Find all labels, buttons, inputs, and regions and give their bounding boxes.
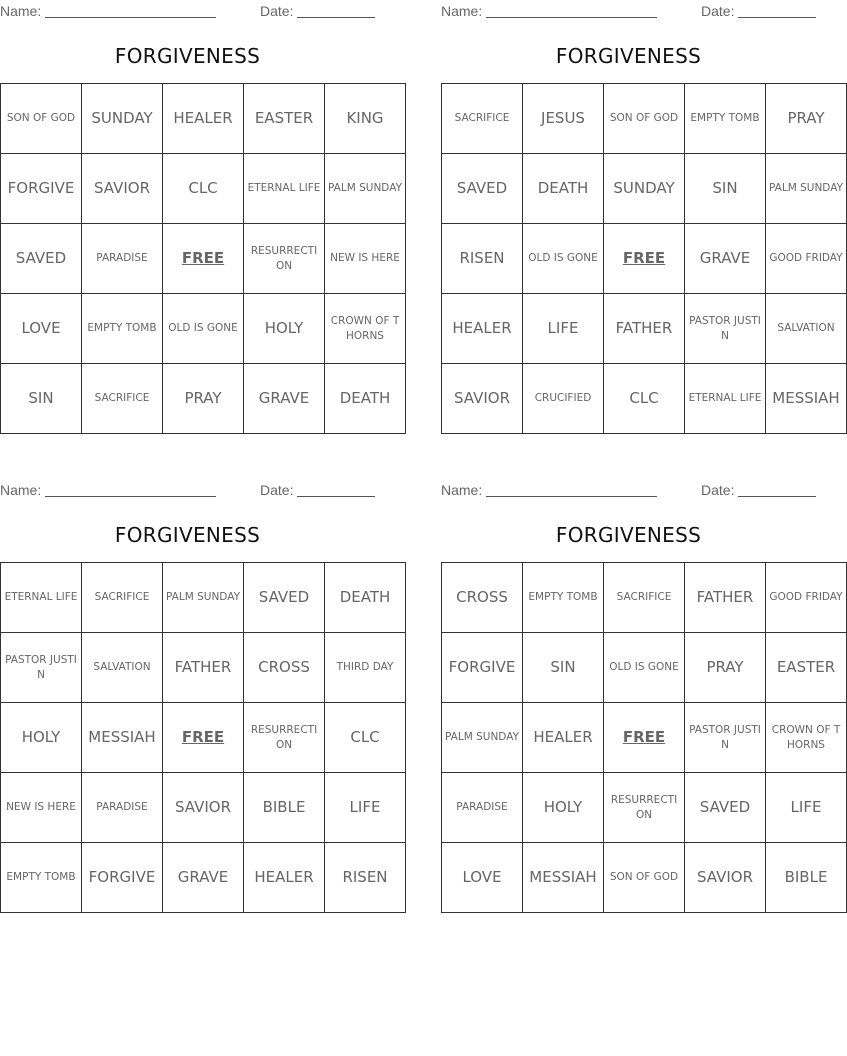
bingo-cell: EASTER [766,633,847,703]
bingo-row [442,773,847,843]
bingo-cell: EMPTY TOMB [82,294,163,364]
name-blank-line [45,482,216,497]
bingo-cell: LIFE [766,773,847,843]
bingo-cell: PRAY [163,364,244,434]
bingo-cell: GOOD FRIDAY [766,563,847,633]
bingo-cell: SAVIOR [685,843,766,913]
bingo-cell: PRAY [685,633,766,703]
bingo-cell: LOVE [442,843,523,913]
bingo-cell: OLD IS GONE [523,224,604,294]
bingo-row [1,703,406,773]
bingo-row [1,633,406,703]
bingo-cell: ETERNAL LIFE [685,364,766,434]
bingo-cell: OLD IS GONE [604,633,685,703]
bingo-cell: DEATH [523,154,604,224]
bingo-cell: PRAY [766,84,847,154]
bingo-row [1,154,406,224]
date-label: Date: [260,482,294,498]
bingo-cell: JESUS [523,84,604,154]
bingo-cell: BIBLE [766,843,847,913]
bingo-cell: SON OF GOD [604,84,685,154]
bingo-cell: MESSIAH [82,703,163,773]
bingo-cell: SAVIOR [442,364,523,434]
bingo-grid [0,562,406,913]
bingo-cell: RESURRECTION [244,224,325,294]
bingo-cell: CLC [325,703,406,773]
bingo-row [1,84,406,154]
bingo-cell: MESSIAH [766,364,847,434]
name-field[interactable] [0,482,216,498]
bingo-row [442,294,847,364]
date-blank-line [297,482,375,497]
bingo-cell: SIN [1,364,82,434]
bingo-cell: EMPTY TOMB [1,843,82,913]
bingo-cell: CROSS [244,633,325,703]
card-header [0,0,376,22]
date-field[interactable] [260,3,375,19]
bingo-row [1,224,406,294]
bingo-row [442,364,847,434]
bingo-cell: SACRIFICE [604,563,685,633]
bingo-cell: SIN [523,633,604,703]
bingo-cell: EMPTY TOMB [523,563,604,633]
bingo-cell: CLC [604,364,685,434]
bingo-row [1,843,406,913]
bingo-cell: SACRIFICE [82,364,163,434]
bingo-cell: HEALER [163,84,244,154]
date-label: Date: [701,3,735,19]
bingo-row [442,563,847,633]
bingo-cell: PASTOR JUSTIN [685,703,766,773]
bingo-cell: RESURRECTION [604,773,685,843]
bingo-cell: PARADISE [82,773,163,843]
bingo-row [442,843,847,913]
bingo-cell: SIN [685,154,766,224]
bingo-cell: BIBLE [244,773,325,843]
bingo-cell: NEW IS HERE [325,224,406,294]
bingo-cell: THIRD DAY [325,633,406,703]
bingo-grid [441,83,847,434]
bingo-row [1,364,406,434]
bingo-cell: CROSS [442,563,523,633]
bingo-cell: MESSIAH [523,843,604,913]
bingo-row [442,224,847,294]
bingo-cell: SAVED [685,773,766,843]
bingo-cell: ETERNAL LIFE [1,563,82,633]
bingo-cell: PALM SUNDAY [325,154,406,224]
bingo-cell: SON OF GOD [1,84,82,154]
bingo-cell: FORGIVE [1,154,82,224]
bingo-grid [441,562,847,913]
bingo-cell: FATHER [604,294,685,364]
card-header [0,479,376,501]
bingo-cell: RISEN [442,224,523,294]
bingo-cell: DEATH [325,563,406,633]
bingo-cell: PASTOR JUSTIN [685,294,766,364]
bingo-cell: PARADISE [82,224,163,294]
bingo-cell: SON OF GOD [604,843,685,913]
name-label: Name: [441,3,483,19]
bingo-row [442,154,847,224]
bingo-cell: RISEN [325,843,406,913]
bingo-cell: HOLY [1,703,82,773]
bingo-cell: LOVE [1,294,82,364]
bingo-cell: PALM SUNDAY [163,563,244,633]
bingo-cell: NEW IS HERE [1,773,82,843]
date-label: Date: [701,482,735,498]
bingo-cell: SAVIOR [82,154,163,224]
bingo-cell: FATHER [685,563,766,633]
bingo-grid [0,83,406,434]
bingo-row [1,773,406,843]
date-field[interactable] [260,482,375,498]
bingo-cell: HOLY [523,773,604,843]
date-blank-line [297,3,375,18]
bingo-cell: GRAVE [685,224,766,294]
bingo-cell: FORGIVE [442,633,523,703]
bingo-cell: GOOD FRIDAY [766,224,847,294]
date-blank-line [738,482,816,497]
bingo-cell: HEALER [523,703,604,773]
bingo-cell: EMPTY TOMB [685,84,766,154]
name-blank-line [45,3,216,18]
bingo-cell: LIFE [325,773,406,843]
bingo-cell: CROWN OF THORNS [766,703,847,773]
card-title: FORGIVENESS [114,44,261,68]
bingo-cell: LIFE [523,294,604,364]
bingo-cell: SUNDAY [82,84,163,154]
free-space-cell: FREE [163,703,244,773]
bingo-row [442,633,847,703]
date-label: Date: [260,3,294,19]
card-title: FORGIVENESS [555,44,702,68]
bingo-cell: OLD IS GONE [163,294,244,364]
card-title: FORGIVENESS [114,523,261,547]
card-header [441,479,817,501]
bingo-cell: HOLY [244,294,325,364]
bingo-cell: RESURRECTION [244,703,325,773]
bingo-cell: CLC [163,154,244,224]
bingo-cell: SALVATION [82,633,163,703]
bingo-row [1,294,406,364]
bingo-cell: SACRIFICE [82,563,163,633]
bingo-cell: CRUCIFIED [523,364,604,434]
bingo-cell: SACRIFICE [442,84,523,154]
bingo-cell: PALM SUNDAY [766,154,847,224]
bingo-cell: SAVED [244,563,325,633]
name-label: Name: [0,482,42,498]
bingo-cell: FORGIVE [82,843,163,913]
bingo-cell: SALVATION [766,294,847,364]
bingo-cell: GRAVE [163,843,244,913]
name-blank-line [486,482,657,497]
bingo-cell: CROWN OF THORNS [325,294,406,364]
bingo-cell: KING [325,84,406,154]
free-space-cell: FREE [604,703,685,773]
bingo-cell: SAVED [442,154,523,224]
name-field[interactable] [0,3,216,19]
bingo-cell: HEALER [442,294,523,364]
bingo-cell: FATHER [163,633,244,703]
card-title: FORGIVENESS [555,523,702,547]
bingo-cell: DEATH [325,364,406,434]
bingo-cell: PASTOR JUSTIN [1,633,82,703]
bingo-cell: SUNDAY [604,154,685,224]
free-space-cell: FREE [604,224,685,294]
date-blank-line [738,3,816,18]
bingo-row [442,703,847,773]
name-label: Name: [441,482,483,498]
bingo-cell: PARADISE [442,773,523,843]
name-blank-line [486,3,657,18]
bingo-cell: GRAVE [244,364,325,434]
bingo-card-2 [441,0,843,408]
bingo-card-4 [441,479,843,887]
name-field[interactable] [441,482,657,498]
bingo-cell: SAVIOR [163,773,244,843]
card-header [441,0,817,22]
bingo-cell: SAVED [1,224,82,294]
bingo-cell: PALM SUNDAY [442,703,523,773]
bingo-row [1,563,406,633]
bingo-row [442,84,847,154]
date-field[interactable] [701,482,816,498]
name-label: Name: [0,3,42,19]
date-field[interactable] [701,3,816,19]
bingo-cell: EASTER [244,84,325,154]
name-field[interactable] [441,3,657,19]
bingo-cell: ETERNAL LIFE [244,154,325,224]
bingo-cell: HEALER [244,843,325,913]
free-space-cell: FREE [163,224,244,294]
bingo-card-3 [0,479,394,887]
bingo-card-1 [0,0,402,408]
